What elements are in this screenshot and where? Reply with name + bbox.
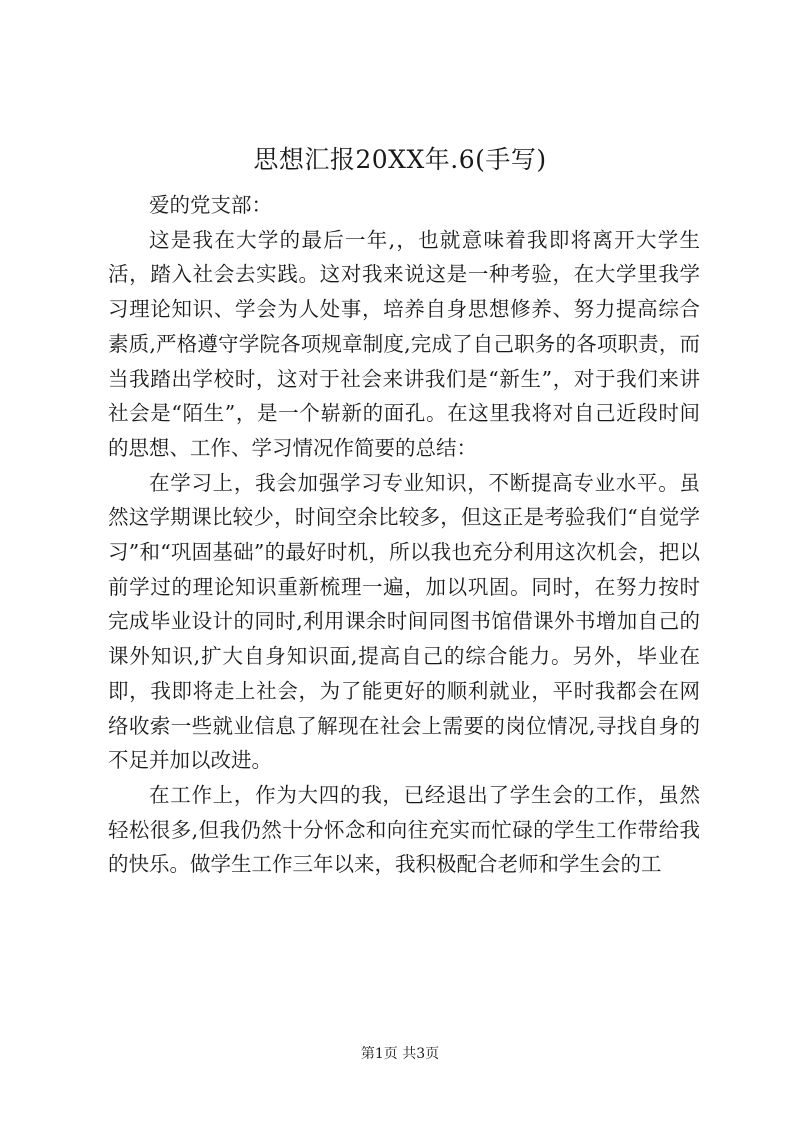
paragraph-intro: 这是我在大学的最后一年,，也就意味着我即将离开大学生活，踏入社会去实践。这对我来说这是一种考验，在大学里我学习理论知识、学会为人处事，培养自身思想修养、努力提高综合素质,严格遵守学院各项规章制度,完成了自己职务的各项职责，而当我踏出学校时，这对于社会来讲我们是“新生”，对于我们来讲社会是“陌生”，是一个崭新的面孔。在这里我将对自己近段时间的思想、工作、学习情况作简要的总结： <box>108 227 700 460</box>
paragraph-work: 在工作上，作为大四的我，已经退出了学生会的工作，虽然轻松很多,但我仍然十分怀念和向往充实而忙碌的学生工作带给我的快乐。做学生工作三年以来，我积极配合老师和学生会的工 <box>108 782 700 877</box>
document-title: 思想汇报20XX年.6(手写) <box>253 145 547 174</box>
paragraph-study: 在学习上，我会加强学习专业知识，不断提高专业水平。虽然这学期课比较少，时间空余比较多，但这正是考验我们“自觉学习”和“巩固基础”的最好时机，所以我也充分利用这次机会，把以前学过的理论知识重新梳理一遍，加以巩固。同时，在努力按时完成毕业设计的同时,利用课余时间同图书馆借课外书增加自己的课外知识,扩大自身知识面,提高自己的综合能力。另外，毕业在即，我即将走上社会，为了能更好的顺利就业，平时我都会在网络收索一些就业信息了解现在社会上需要的岗位情况,寻找自身的不足并加以改进。 <box>108 470 700 773</box>
document-body <box>108 188 700 882</box>
page-number: 第1页 共3页 <box>360 1046 440 1062</box>
salutation: 爱的党支部： <box>149 193 272 217</box>
